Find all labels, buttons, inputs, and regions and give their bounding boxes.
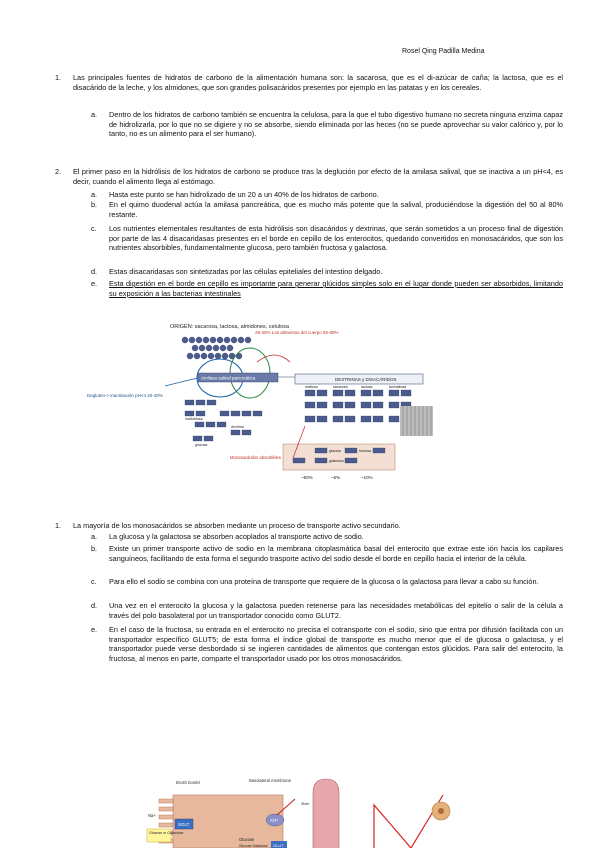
- diagram-pct-1: ~50%: [301, 475, 313, 480]
- diagram-label-glucose: glucosa: [195, 443, 208, 447]
- section-3-item-c-label: c.: [91, 577, 97, 586]
- section-3-item-a-text: La glucosa y la galactosa se absorben acoplados al transporte activo de sodio.: [109, 532, 364, 541]
- diagram-basolateral: Basolateral membrane: [249, 778, 292, 783]
- section-3-number: 1.: [55, 521, 62, 530]
- section-3-item-d-label: d.: [91, 601, 98, 610]
- section-3-item-b-label: b.: [91, 544, 98, 553]
- section-3-item-b-text: Existe un primer transporte activo de sodio en la membrana citoplasmática basal del enterocito que extrae este ión hacia los capilares sanguíneos, facilitando de esta forma el segundo trasporte activo del sodio desde el borde en cepillo hacia el interior de la célula.: [109, 544, 563, 563]
- diagram-glucose-galactose: Glucose Galactose: [239, 844, 268, 848]
- capillary: [313, 779, 339, 848]
- diagram-label-maltotriose: maltotriosa: [185, 417, 203, 421]
- diagram-label-sucrose: sacarosa: [333, 385, 348, 389]
- diagram-label-isomaltose: isomaltosa: [389, 385, 407, 389]
- section-3-item-e-text: En el caso de la fructosa, su entrada en el enterocito no precisa el cotransporte con el sodio, sino que entra por difusión facilitada con un transportador específico GLUT5; de esta forma el índice global de transporte es mucho menor que el de glucosa o galactosa, y el transportador puede verse desbordado si se ingieren cantidades de alimentos que contengan estos glúcidos. Para salir del enterocito, la fructosa, al menos en parte, comparte el transportador usado por los otros monosacáridos.: [109, 625, 563, 663]
- diagram-pct-2: ~5%: [331, 475, 341, 480]
- diagram-origin-label: ORIGEN: sacarosa, lactosa, almidones, celulosa: [170, 324, 289, 330]
- section-2-text: El primer paso en la hidrólisis de los hidratos de carbono se produce tras la deglución por efecto de la amilasa salival, que se inactiva a un pH<4, es decir, cuando el alimento llega al estómago.: [73, 167, 563, 186]
- transport-diagram: [145, 775, 475, 848]
- diagram-pct-3: ~10%: [361, 475, 373, 480]
- section-3-item-d-text: Una vez en el enterocito la glucosa y la galactosa pueden retenerse para las necesidades metabólicas del epitelio o salir de la célula a través del polo basolateral por un transportador conocido como GLUT2.: [109, 601, 563, 620]
- section-2-item-a-text: Hasta este punto se han hidrolizado de un 20 a un 40% de los hidratos de carbono.: [109, 190, 379, 199]
- diagram-label-galactose: galactosa: [329, 459, 344, 463]
- section-2-item-c-text: Los nutrientes elementales resultantes de esta hidrólisis son disacáridos y dextrinas, que serán sometidos a un proceso final de digestión por parte de las 4 disacaridasas presentes en el borde en cepillo de los enterocitos, quedando convertidos en monosacáridos, que son los nutrientes absorbibles, fundamentalmente glucosa, pero también fructosa y galactosa.: [109, 224, 563, 253]
- diagram-dextrins-label: DEXTRINAS y DISACÁRIDOS: [335, 377, 397, 382]
- diagram-label-fructose: fructosa: [359, 449, 372, 453]
- diagram-na: Na+: [148, 813, 156, 818]
- diagram-k: 3Na+: [301, 802, 310, 806]
- diagram-absorbable-label: Monosacáridos absorbibles: [230, 455, 281, 460]
- diagram-glut: GLUT: [273, 843, 284, 848]
- diagram-glucose-gal: Glucose or Galactose: [149, 831, 184, 835]
- villi-image: [400, 406, 433, 436]
- diagram-amylase-label: Amilasa salival pancreática: [201, 375, 256, 381]
- author-name: Rosel Qing Padilla Medina: [402, 48, 485, 55]
- diagram-label-dextrin: dextrina: [231, 425, 244, 429]
- diagram-label-glucose-2: glucosa: [329, 449, 341, 453]
- diagram-label-maltose: maltosa: [305, 385, 318, 389]
- section-2-item-e-text: Esta digestión en el borde en cepillo es importante para generar glúcidos simples solo en el lugar donde pueden ser absorbidos, limitando su exposición a las bacterias intestinales: [109, 279, 563, 298]
- section-1-number: 1.: [55, 73, 62, 82]
- section-2-item-b-text: En el quimo duodenal actúa la amilasa pancreática, que es mucho más potente que la salival, produciéndose la digestión del 50 al 80% restante.: [109, 200, 563, 219]
- section-2-item-a-label: a.: [91, 190, 98, 199]
- digestion-diagram: [87, 318, 435, 486]
- section-1-text: Las principales fuentes de hidratos de carbono de la alimentación humana son: la sacarosa, que es el di-azúcar de caña; la lactosa, que es el disacárido de la leche, y los almidones, que son grandes polisacáridos presentes por ejemplo en las patatas y en los cereales.: [73, 73, 563, 92]
- section-1-item-a-text: Dentro de los hidratos de carbono también se encuentra la celulosa, para la que el tubo digestivo humano no secreta ninguna enzima capaz de hidrolizarla, por lo que no se digiere y no se absorbe, siendo eliminada por las heces (no se puede aprovechar su valor calórico y, por lo tanto, no es un alimento para el ser humano).: [109, 110, 563, 139]
- section-2-item-b-label: b.: [91, 200, 98, 209]
- diagram-left-note: Degluten-> inactivación pH<4 20-40%: [87, 393, 163, 398]
- cell-nucleus: [438, 808, 444, 814]
- section-2-item-d-text: Estas disacaridasas son sintetizadas por las células epiteliales del intestino delgado.: [109, 267, 383, 276]
- diagram-pct-top: 25-30% Los alimentos del cuerpo 50-60%: [255, 330, 339, 335]
- section-3-item-a-label: a.: [91, 532, 98, 541]
- section-1-item-a-label: a.: [91, 110, 98, 119]
- section-3-text: La mayoría de los monosacáridos se absorben mediante un proceso de transporte activo secundario.: [73, 521, 401, 530]
- section-2-number: 2.: [55, 167, 62, 176]
- section-2-item-e-label: e.: [91, 279, 98, 288]
- diagram-label-lactose: lactosa: [361, 385, 373, 389]
- section-2-item-d-label: d.: [91, 267, 98, 276]
- diagram-brush-border: Brush border: [176, 780, 201, 785]
- section-3-item-c-text: Para ello el sodio se combina con una proteína de transporte que requiere de la glucosa o la galactosa para llevar a cabo su función.: [109, 577, 539, 586]
- section-2-item-c-label: c.: [91, 224, 97, 233]
- diagram-atp: ATP: [270, 818, 278, 823]
- section-3-item-e-label: e.: [91, 625, 98, 634]
- diagram-glucose: Glucose: [239, 837, 255, 842]
- diagram-sglt: SGLT: [178, 822, 190, 827]
